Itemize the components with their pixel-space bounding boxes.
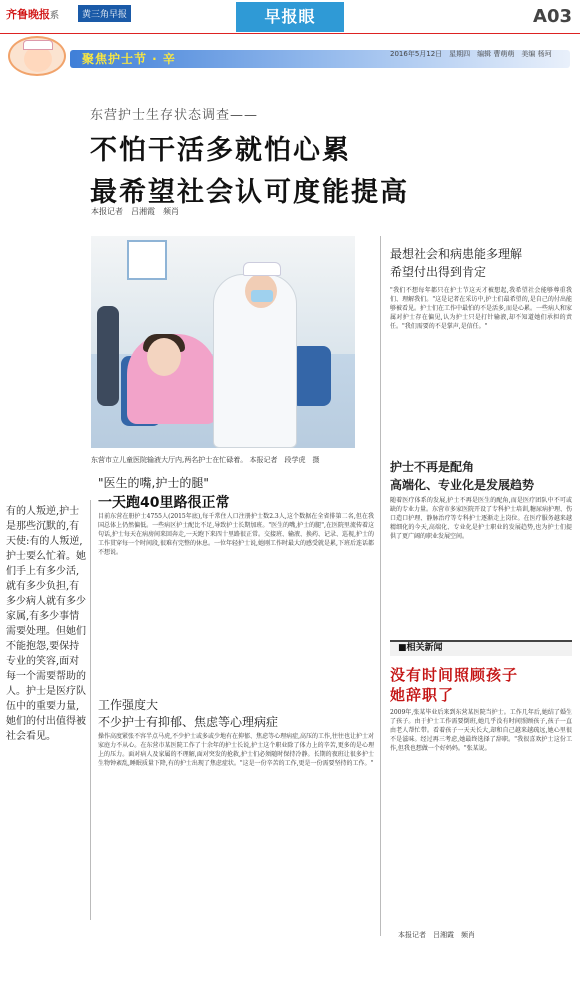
brand-name: 齐鲁晚报 [6,8,50,21]
photo-person [97,306,119,406]
nurse-cartoon-icon [8,36,66,76]
nurse-cap-icon [23,40,53,50]
section-name: 早报眼 [236,2,344,32]
photo-nurse-mask [251,290,273,302]
byline: 本报记者 吕湘霞 频肖 [91,207,179,216]
headline-line1: 不怕干活多就怕心累 [90,135,351,166]
right-body-1: "我们不想每年都只在护士节这天才被想起,我希望社会能够尊重我们、理解我们。"这是记者在采访中,护士们最希望的,是自己的付出能够被看见。护士们在工作中最怕的不是活多,而是心累。一些病人和家属对护士存在偏见,认为护士只是打针输液,却不知道她们承担的责任。"我们需要的不是掌声,是信任。" [390,287,572,330]
column-divider [380,236,381,936]
edition-tag: 黄三角早报 [78,5,131,22]
news-photo [91,236,355,448]
right-subhead-1-line1: 最想社会和病患能多理解 [390,247,523,261]
related-title-line2: 她辞职了 [390,686,455,704]
right-subhead-2-line2: 高端化、专业化是发展趋势 [390,478,535,492]
pre-title: 东营护士生存状态调查—— [90,108,259,123]
subhead-a-line2: 一天跑40里路很正常 [98,495,230,511]
photo-child-face [147,338,181,376]
photo-chair [291,346,331,406]
subhead-a-line1: "医生的嘴,护士的腿" [98,476,209,490]
body-section-b: 操作高度紧张不容半点马虎,不少护士或多或少地有在抑郁、焦虑等心理病症,高压的工作,往往也让护士对家庭力不从心。在东营市某医院工作了十余年的护士长说,护士这个职业除了体力上的辛苦,更多的是心理上的压力。面对病人及家属的不理解,面对突发的抢救,护士们必须随时保持冷静。长期的夜班让很多护士生物钟紊乱,睡眠质量下降,有的护士出现了焦虑症状。"这是一份辛苦的工作,更是一份需要坚持的工作。" [98,733,374,767]
right-subhead-1-line2: 希望付出得到肯定 [390,265,487,279]
column-divider [90,500,91,920]
topic-label: 聚焦护士节 · 辛 [82,52,176,66]
related-byline: 本报记者 吕湘霞 频肖 [398,931,475,939]
right-body-2: 随着医疗体系的发展,护士不再是医生的配角,而是医疗团队中不可或缺的专业力量。东营市多家医院开设了专科护士培训,糖尿病护理、伤口造口护理、静脉治疗等专科护士逐渐走上岗位。在医疗服务越来越精细化的今天,高端化、专业化是护士职业的发展趋势,也为护士们提供了更广阔的职业发展空间。 [390,497,572,540]
issue-meta: 2016年5月12日 星期四 编辑 曹萌萌 美编 杨珂 [390,50,552,58]
newspaper-brand [6,6,59,22]
photo-notice-board [127,240,167,280]
related-news-label: ■相关新闻 [398,643,443,653]
photo-caption: 东营市立儿童医院输液大厅内,两名护士在忙碌着。 本报记者 段学虎 摄 [91,456,320,464]
sidebar-text: 有的人叛逆,护士是那些沉默的,有天使:有的人叛逆,护士要么忙着。她们手上有多少活,就有多少负担,有多少病人就有多少家属,有多少事情需要处理。但她们不能抱怨,要保持专业的笑容,面对每一个需要帮助的人。护士是医疗队伍中的重要力量,她们的付出值得被社会看见。 [6,506,86,742]
brand-suffix: 系 [50,11,60,21]
right-subhead-2-line1: 护士不再是配角 [390,460,475,474]
photo-nurse-cap [243,262,281,276]
related-title-line1: 没有时间照顾孩子 [390,666,519,684]
headline-line2: 最希望社会认可度能提高 [90,177,409,208]
subhead-b-line2: 不少护士有抑郁、焦虑等心理病症 [98,715,279,729]
related-body: 2009年,张某毕业后来到东营某医院当护士。工作几年后,她结了婚生了孩子。由于护士工作需要倒班,她几乎没有时间照顾孩子,孩子一直由老人帮忙带。看着孩子一天天长大,却和自己越来越疏远,她心里很不是滋味。经过再三考虑,她最终选择了辞职。"我很喜欢护士这份工作,但我也想做一个好妈妈。"张某说。 [390,709,572,752]
sidebar-column [6,504,86,756]
page-number: A03 [533,6,572,27]
masthead [0,0,580,34]
body-section-a: 目前东营在册护士4755人(2015年底),每千常住人口注册护士数2.3人,这个数据在全省排第二名,但在我国总体上仍然偏低。一些病区护士配比不足,导致护士长期加班。"医生的嘴,护士的腿",在医院里流传着这句话,护士每天在病房间来回奔走,一天跑下来四十里路很正常。交接班、输液、换药、记录、巡视,护士的工作贯穿每一个时间段,很难有完整的休息。一位年轻护士说,她刚工作时最大的感受就是累,下班后连话都不想说。 [98,513,374,556]
subhead-b-line1: 工作强度大 [98,698,159,712]
